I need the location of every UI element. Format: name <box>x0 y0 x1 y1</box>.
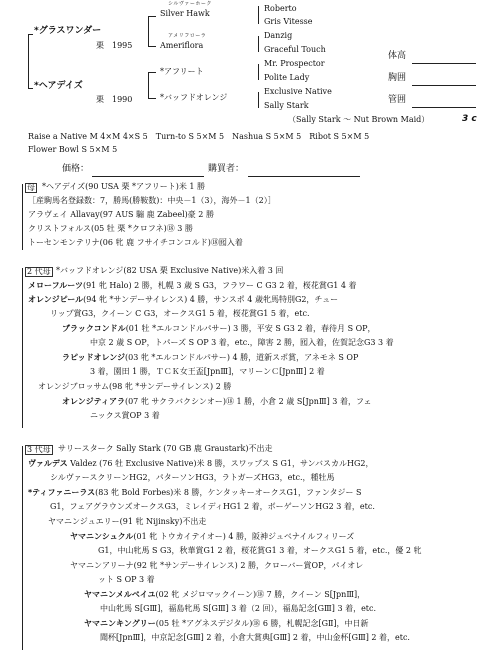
g3-entry-5-cont: ット S OP 3 着 <box>98 575 155 584</box>
g3-entry-4: ヤマニンシュクル(01 牝 トウカイテイオー) 4 勝，阪神ジュベナイルフィリーズ <box>70 532 355 541</box>
third-dam-tag: 3 代母 <box>27 445 51 454</box>
dam-tag: 母 <box>27 183 35 192</box>
g2-entry-3-cont: 中京 2 歳 S OP，トパーズ S OP 3 着，etc.，障害 2 勝，囮入着，佐賀記念G3 3 着 <box>90 338 394 347</box>
g4-7: Exclusive Native <box>264 87 332 96</box>
g2-entry-2-cont: リップ賞G3，クイーン C G3，オークスG1 5 着，桜花賞G1 5 着，etc. <box>50 309 310 318</box>
second-dam-tag: 2 代母 <box>27 267 51 276</box>
dam-foal-1: アラヴェイ Allavay(97 AUS 騸 鹿 Zabeel)豪 2 勝 <box>28 210 214 219</box>
g3-entry-2: *ティファニーラス(83 牝 Bold Forbes)米 8 勝，ケンタッキーオークスG1，ファンタジー S <box>28 488 362 497</box>
g3-entry-4-cont: G1，中山牝馬 S G3，秋華賞G1 2 着，桜花賞G1 3 着，オークスG1 5 着，etc.，優 2 牝 <box>98 546 422 555</box>
buyer-label: 購買者： <box>208 164 245 174</box>
dam-dam: *バッフドオレンジ <box>160 93 228 102</box>
sire-sire: Silver Hawk <box>160 9 210 18</box>
g4-2: Gris Vitesse <box>264 17 313 26</box>
g2-entry-6-cont: ニックス賞OP 3 着 <box>90 411 160 420</box>
g3-entry-5: ヤマニンアリーナ(92 牝 *サンデーサイレンス) 2 勝，クローバー賞OP，パイオレ <box>70 561 364 570</box>
inbreeding-line-2: Flower Bowl S 5×M 5 <box>28 145 118 154</box>
sire-name: *グラスワンダー <box>34 26 102 36</box>
dam-header: *ヘアデイズ(90 USA 栗 *アフリート)米 1 勝 <box>42 182 206 191</box>
g4-4: Graceful Touch <box>264 45 326 54</box>
sire-sire-ruby: シルヴァーホーク <box>168 1 212 7</box>
price-label: 価格： <box>62 164 90 174</box>
third-dam-header: サリースターク Sally Stark (70 GB 鹿 Graustark)不出走 <box>58 444 273 453</box>
sire-color-year: 栗 1995 <box>96 41 133 50</box>
g3-entry-6-cont: 中山牝馬 S[GⅢ]，福島牝馬 S[GⅢ] 3 着（2 回），福島記念[GⅢ] 3 着，etc. <box>100 604 377 613</box>
family-code: 3 c <box>462 114 477 124</box>
second-dam-header: *バッフドオレンジ(82 USA 栗 Exclusive Native)米入着 3 回 <box>56 266 284 275</box>
sire-dam-ruby: アメリフローラ <box>168 33 207 39</box>
g4-3: Danzig <box>264 31 293 40</box>
dam-foal-3: トーセンモンテリナ(06 牝 鹿 フサイチコンコルド)⑱囮入着 <box>28 238 243 247</box>
dam-color-year: 栗 1990 <box>96 95 133 104</box>
dam-sire: *アフリート <box>160 67 204 76</box>
g3-entry-3: ヤマニンジュエリー(91 牝 Nijinsky)不出走 <box>48 517 207 526</box>
g4-1: Roberto <box>264 4 297 13</box>
sally-note: （Sally Stark ～ Nut Brown Maid） <box>288 115 430 124</box>
cannon-label: 管囲 <box>388 95 407 105</box>
chest-label: 胸囲 <box>388 73 407 83</box>
g4-6: Polite Lady <box>264 73 310 82</box>
g3-entry-6: ヤマニンメルベイユ(02 牝 メジロマックイーン)⑱ 7 勝，クイーン S[JpnⅢ]， <box>84 590 366 599</box>
g2-entry-1: メローフルーツ(91 牝 Halo) 2 勝，札幌 3 歳 S G3，フラワー C G3 2 着，桜花賞G1 4 着 <box>28 281 357 290</box>
g2-entry-3: ブラックコンドル(01 牡 *エルコンドルパサー) 3 勝，平安 S G3 2 着，春待月 S OP， <box>62 324 376 333</box>
g3-entry-7-cont: 聞杯[JpnⅢ]，中京記念[GⅢ] 2 着，小倉大賞典[GⅢ] 2 着，中山金杯[GⅢ] 2 着，etc. <box>100 633 410 642</box>
inbreeding-line-1: Raise a Native M 4×M 4×S 5 Turn-to S 5×M 5 Nashua S 5×M 5 Ribot S 5×M 5 <box>28 132 370 141</box>
g2-entry-2: オレンジピール(94 牝 *サンデーサイレンス) 4 勝，サンスポ 4 歳牝馬特別G2，チュー <box>28 295 339 304</box>
sire-dam: Ameriflora <box>160 41 204 50</box>
g4-8: Sally Stark <box>264 101 309 110</box>
dam-summary: ［産駒馬名登録数：7，勝馬(勝鞍数)：中央－1（3），海外－1（2）］ <box>28 196 276 205</box>
g2-entry-4: ラピッドオレンジ(03 牝 *エルコンドルパサー) 4 勝，道新スポ賞，アネモネ S OP <box>62 353 359 362</box>
g2-entry-6: オレンジティアラ(07 牝 サクラバクシンオー)⑱ 1 勝，小倉 2 歳 S[JpnⅢ] 3 着，フェ <box>62 397 372 406</box>
dam-name: *ヘアデイズ <box>34 81 83 91</box>
g3-entry-2-cont: G1，フェアグラウンズオークスG3，ミレイディHG1 2 着，ボーゲーソンHG2 3 着，etc. <box>50 502 375 511</box>
height-label: 体高 <box>388 51 407 61</box>
g4-5: Mr. Prospector <box>264 59 325 68</box>
g3-entry-1: ヴァルデス Valdez (76 牡 Exclusive Native)米 8 勝，スワップス S G1，サンバスカルHG2， <box>28 459 374 468</box>
g3-entry-7: ヤマニンキングリー(05 牡 *アグネスデジタル)⑱ 6 勝，札幌記念[GⅡ]，中日新 <box>84 619 369 628</box>
g3-entry-1-cont: シルヴァースクリーンHG2，パターソンHG3，ラトガーズHG3，etc.，種牡馬 <box>50 473 335 482</box>
g2-entry-4-cont: 3 着，園田 1 勝，ＴＣＫ女王盃[JpnⅢ]，マリーンＣ[JpnⅢ] 2 着 <box>90 367 325 376</box>
dam-foal-2: クリストフォルス(05 牡 栗 *クロフネ)⑱ 3 勝 <box>28 224 193 233</box>
g2-entry-5: オレンジブロッサム(98 牝 *サンデーサイレンス) 2 勝 <box>38 382 232 391</box>
